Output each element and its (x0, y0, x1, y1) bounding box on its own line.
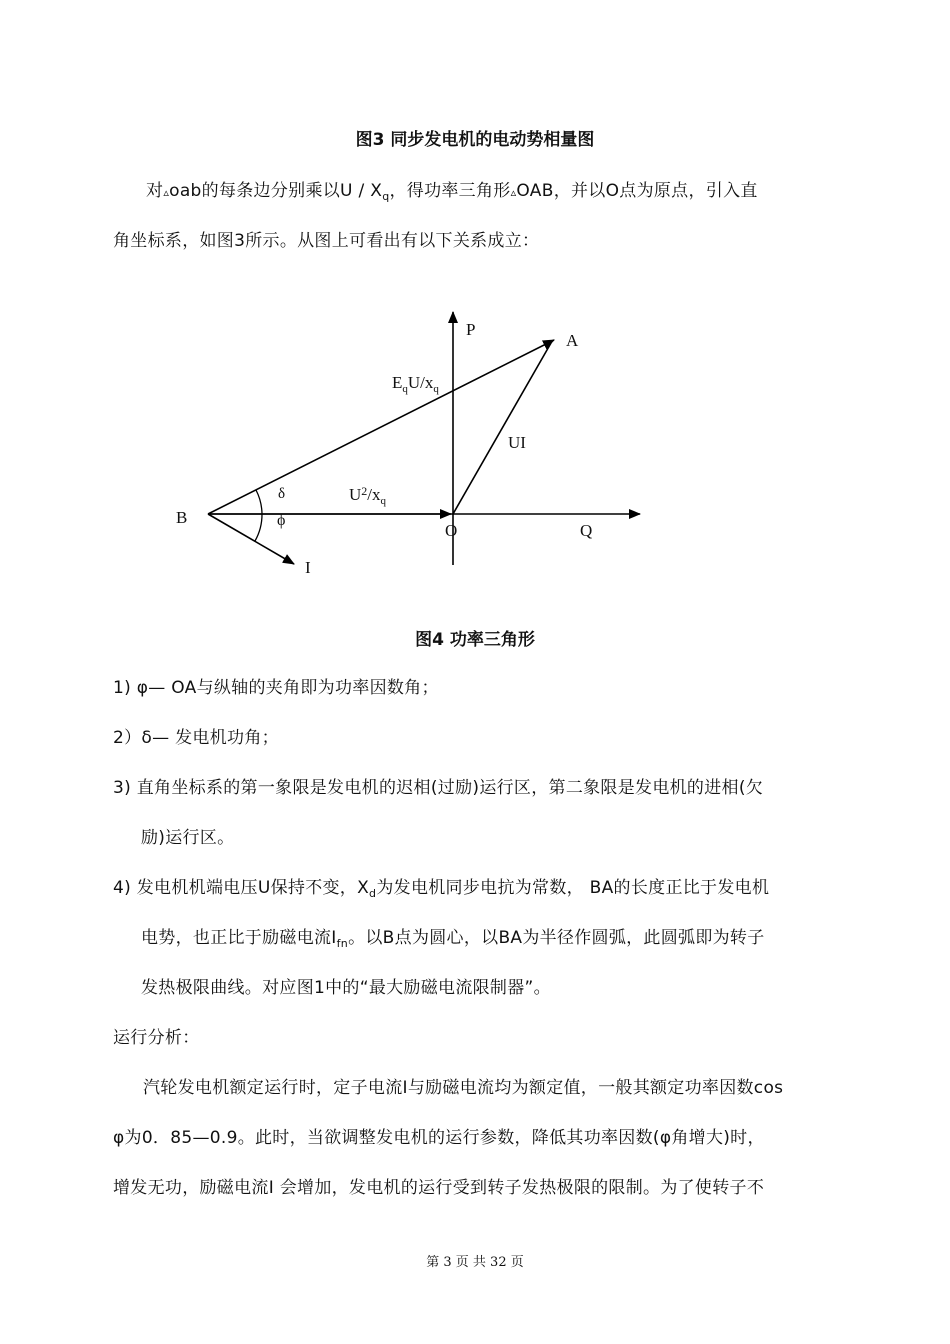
label-delta: δ (278, 486, 286, 502)
label-u2-sup: 2 (361, 484, 368, 498)
item4-text-a: 4) 发电机机端电压U保持不变，X (113, 878, 370, 898)
label-eq-sub: q (402, 383, 408, 395)
label-u2-sub: q (380, 495, 387, 507)
figure4-caption: 图4 功率三角形 (415, 630, 535, 650)
list-item-3-line-1: 3) 直角坐标系的第一象限是发电机的迟相(过励)运行区，第二象限是发电机的进相(欠 (113, 778, 764, 798)
label-p: P (466, 320, 476, 339)
analysis-line-3: 增发无功，励磁电流I 会增加，发电机的运行受到转子发热极限的限制。为了使转子不 (113, 1178, 765, 1198)
list-item-2: 2）δ— 发电机功角； (113, 728, 279, 748)
label-phi: ϕ (277, 512, 286, 529)
item4-sub-d: d (369, 887, 377, 900)
intro-text-a: 对 (146, 181, 164, 201)
label-i: I (305, 558, 311, 577)
label-eq-u-xq (392, 373, 439, 395)
list-item-4-line-3: 发热极限曲线。对应图1中的“最大励磁电流限制器”。 (141, 978, 551, 998)
intro-text-b: oab的每条边分别乘以U / X (169, 181, 383, 201)
label-b: B (176, 508, 188, 527)
list-item-3-line-2: 励)运行区。 (141, 828, 235, 848)
page-footer: 第 3 页 共 32 页 (426, 1255, 524, 1270)
list-item-4-line-2 (141, 923, 765, 950)
figure3-caption: 图3 同步发电机的电动势相量图 (355, 130, 595, 150)
intro-sub-q: q (382, 190, 390, 203)
label-ui: UI (508, 433, 526, 452)
phi-arc (255, 514, 262, 541)
label-u2-mid: /x (367, 485, 381, 504)
label-u2-u: U (349, 485, 362, 504)
list-item-1: 1) φ— OA与纵轴的夹角即为功率因数角； (113, 678, 439, 698)
label-q: Q (580, 521, 593, 540)
intro-text-d: OAB，并以O点为原点，引入直 (516, 181, 758, 201)
label-eq-mid: U/x (407, 373, 434, 392)
list-item-4-line-1 (113, 873, 769, 900)
label-o: O (445, 521, 458, 540)
intro-text-c: ，得功率三角形 (389, 181, 511, 201)
analysis-line-2: φ为0．85—0.9。此时，当欲调整发电机的运行参数，降低其功率因数(φ角增大)时， (113, 1128, 765, 1148)
intro-line-2: 角坐标系，如图3所示。从图上可看出有以下关系成立： (113, 231, 540, 251)
triangle-symbol: ▵ (163, 186, 170, 199)
item4-text-b: 为发电机同步电抗为常数， BA的长度正比于发电机 (376, 878, 770, 898)
label-u2-xq (349, 484, 386, 507)
line-o-to-a (453, 343, 551, 514)
label-eq-sub2: q (433, 383, 439, 395)
item4-l2-text-a: 电势，也正比于励磁电流I (141, 928, 337, 948)
label-eq-e: E (392, 373, 403, 392)
analysis-line-1: 汽轮发电机额定运行时，定子电流I与励磁电流均为额定值，一般其额定功率因数cos (143, 1078, 784, 1098)
label-a: A (566, 331, 579, 350)
delta-arc (256, 490, 262, 514)
item4-sub-fn: fn (336, 937, 349, 950)
analysis-heading: 运行分析： (113, 1028, 200, 1048)
triangle-symbol-2: ▵ (510, 186, 517, 199)
item4-l2-text-b: 。以B点为圆心，以BA为半径作圆弧，此圆弧即为转子 (348, 928, 765, 948)
